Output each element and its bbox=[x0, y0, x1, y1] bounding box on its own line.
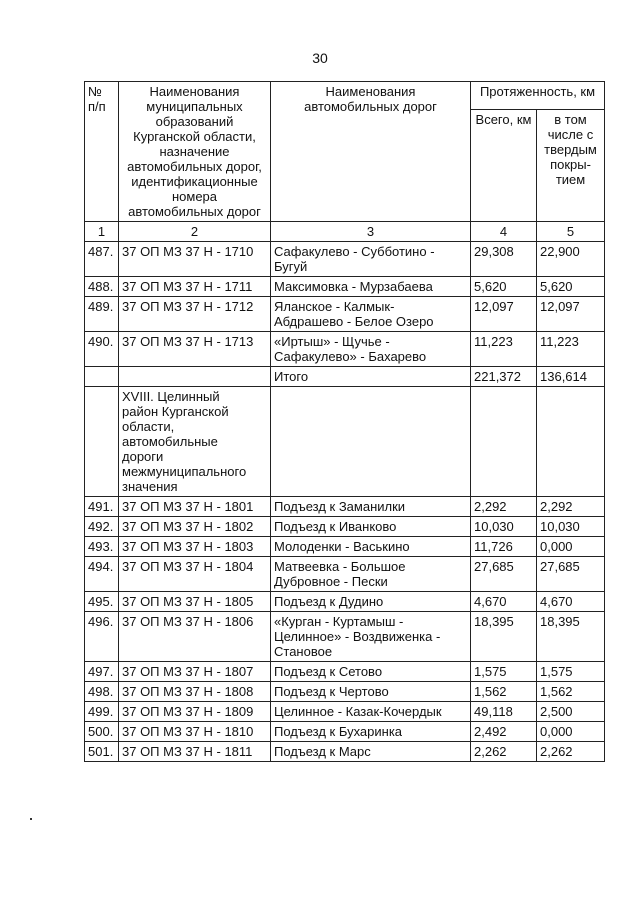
header-total: Всего, км bbox=[471, 110, 537, 222]
road-name: Максимовка - Мурзабаева bbox=[271, 277, 471, 297]
length-total: 1,562 bbox=[471, 682, 537, 702]
row-number: 491. bbox=[85, 497, 119, 517]
road-name: Подъезд к Иванково bbox=[271, 517, 471, 537]
header-hard: в том числе с твердым покры- тием bbox=[537, 110, 605, 222]
total-label: Итого bbox=[271, 367, 471, 387]
table-row bbox=[85, 742, 605, 762]
column-number: 2 bbox=[119, 222, 271, 242]
length-hard: 5,620 bbox=[537, 277, 605, 297]
road-id: 37 ОП МЗ 37 Н - 1806 bbox=[119, 612, 271, 662]
row-number: 489. bbox=[85, 297, 119, 332]
road-name: «Курган - Куртамыш - Целинное» - Воздвиженка - Становое bbox=[271, 612, 471, 662]
length-hard: 12,097 bbox=[537, 297, 605, 332]
road-id: 37 ОП МЗ 37 Н - 1811 bbox=[119, 742, 271, 762]
row-number: 493. bbox=[85, 537, 119, 557]
road-id: 37 ОП МЗ 37 Н - 1710 bbox=[119, 242, 271, 277]
length-hard: 2,292 bbox=[537, 497, 605, 517]
row-number: 497. bbox=[85, 662, 119, 682]
length-total: 2,262 bbox=[471, 742, 537, 762]
table-row bbox=[85, 297, 605, 332]
page-number: 30 bbox=[312, 50, 328, 66]
road-name: Подъезд к Чертово bbox=[271, 682, 471, 702]
header-row bbox=[85, 82, 605, 110]
header-roads: Наименования автомобильных дорог bbox=[271, 82, 471, 222]
total-row bbox=[85, 367, 605, 387]
table-row bbox=[85, 662, 605, 682]
road-id: 37 ОП МЗ 37 Н - 1712 bbox=[119, 297, 271, 332]
road-name: Подъезд к Дудино bbox=[271, 592, 471, 612]
road-name: Целинное - Казак-Кочердык bbox=[271, 702, 471, 722]
row-number: 500. bbox=[85, 722, 119, 742]
length-total: 12,097 bbox=[471, 297, 537, 332]
table-row bbox=[85, 592, 605, 612]
road-id: 37 ОП МЗ 37 Н - 1713 bbox=[119, 332, 271, 367]
length-total: 5,620 bbox=[471, 277, 537, 297]
road-name: Подъезд к Бухаринка bbox=[271, 722, 471, 742]
length-hard: 2,500 bbox=[537, 702, 605, 722]
road-id: 37 ОП МЗ 37 Н - 1807 bbox=[119, 662, 271, 682]
table-row bbox=[85, 517, 605, 537]
table-row bbox=[85, 277, 605, 297]
road-id: 37 ОП МЗ 37 Н - 1808 bbox=[119, 682, 271, 702]
length-total: 1,575 bbox=[471, 662, 537, 682]
row-number: 495. bbox=[85, 592, 119, 612]
length-total: 2,492 bbox=[471, 722, 537, 742]
table-row bbox=[85, 557, 605, 592]
roads-table bbox=[84, 81, 605, 762]
row-number: 498. bbox=[85, 682, 119, 702]
road-name: Подъезд к Заманилки bbox=[271, 497, 471, 517]
length-total: 27,685 bbox=[471, 557, 537, 592]
length-total: 4,670 bbox=[471, 592, 537, 612]
table-row bbox=[85, 242, 605, 277]
column-number-row bbox=[85, 222, 605, 242]
road-name: Яланское - Калмык- Абдрашево - Белое Озеро bbox=[271, 297, 471, 332]
road-name: Молоденки - Васькино bbox=[271, 537, 471, 557]
length-hard: 2,262 bbox=[537, 742, 605, 762]
road-id: 37 ОП МЗ 37 Н - 1803 bbox=[119, 537, 271, 557]
section-row bbox=[85, 387, 605, 497]
length-total: 18,395 bbox=[471, 612, 537, 662]
table-row bbox=[85, 702, 605, 722]
length-hard: 4,670 bbox=[537, 592, 605, 612]
length-total: 11,726 bbox=[471, 537, 537, 557]
road-id: 37 ОП МЗ 37 Н - 1711 bbox=[119, 277, 271, 297]
length-hard: 27,685 bbox=[537, 557, 605, 592]
road-id: 37 ОП МЗ 37 Н - 1802 bbox=[119, 517, 271, 537]
row-number: 487. bbox=[85, 242, 119, 277]
column-number: 1 bbox=[85, 222, 119, 242]
row-number: 492. bbox=[85, 517, 119, 537]
length-hard: 18,395 bbox=[537, 612, 605, 662]
length-hard: 0,000 bbox=[537, 722, 605, 742]
table-row bbox=[85, 332, 605, 367]
total-length: 221,372 bbox=[471, 367, 537, 387]
road-id: 37 ОП МЗ 37 Н - 1801 bbox=[119, 497, 271, 517]
road-id: 37 ОП МЗ 37 Н - 1809 bbox=[119, 702, 271, 722]
road-name: Матвеевка - Большое Дубровное - Пески bbox=[271, 557, 471, 592]
total-hard: 136,614 bbox=[537, 367, 605, 387]
column-number: 5 bbox=[537, 222, 605, 242]
length-hard: 1,562 bbox=[537, 682, 605, 702]
column-number: 3 bbox=[271, 222, 471, 242]
length-hard: 10,030 bbox=[537, 517, 605, 537]
road-name: Сафакулево - Субботино - Бугуй bbox=[271, 242, 471, 277]
header-num: № п/п bbox=[85, 82, 119, 222]
road-name: Подъезд к Марс bbox=[271, 742, 471, 762]
length-hard: 0,000 bbox=[537, 537, 605, 557]
header-length: Протяженность, км bbox=[471, 82, 605, 110]
length-total: 49,118 bbox=[471, 702, 537, 722]
table-row bbox=[85, 537, 605, 557]
table-row bbox=[85, 682, 605, 702]
section-title: XVIII. Целинный район Курганской области, автомобильные дороги межмуниципального значения bbox=[119, 387, 271, 497]
row-number: 494. bbox=[85, 557, 119, 592]
length-total: 29,308 bbox=[471, 242, 537, 277]
length-total: 10,030 bbox=[471, 517, 537, 537]
column-number: 4 bbox=[471, 222, 537, 242]
road-id: 37 ОП МЗ 37 Н - 1810 bbox=[119, 722, 271, 742]
length-hard: 11,223 bbox=[537, 332, 605, 367]
row-number: 499. bbox=[85, 702, 119, 722]
length-total: 11,223 bbox=[471, 332, 537, 367]
table-row bbox=[85, 722, 605, 742]
row-number: 490. bbox=[85, 332, 119, 367]
header-municipal: Наименования муниципальных образований Курганской области, назначение автомобильных дорог, идентификационные номера автомобильных дорог bbox=[119, 82, 271, 222]
table-row bbox=[85, 497, 605, 517]
row-number: 501. bbox=[85, 742, 119, 762]
road-name: Подъезд к Сетово bbox=[271, 662, 471, 682]
length-hard: 22,900 bbox=[537, 242, 605, 277]
row-number: 496. bbox=[85, 612, 119, 662]
length-hard: 1,575 bbox=[537, 662, 605, 682]
road-id: 37 ОП МЗ 37 Н - 1804 bbox=[119, 557, 271, 592]
road-id: 37 ОП МЗ 37 Н - 1805 bbox=[119, 592, 271, 612]
length-total: 2,292 bbox=[471, 497, 537, 517]
row-number: 488. bbox=[85, 277, 119, 297]
scan-speck bbox=[30, 818, 32, 820]
road-name: «Иртыш» - Щучье - Сафакулево» - Бахарево bbox=[271, 332, 471, 367]
table-row bbox=[85, 612, 605, 662]
